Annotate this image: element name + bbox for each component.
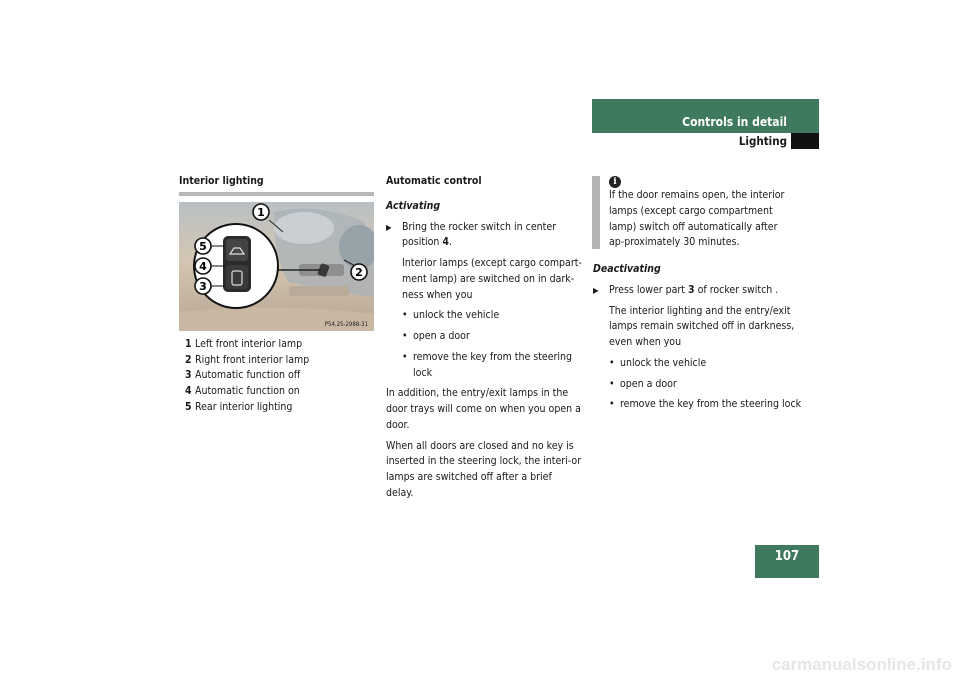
paragraph: When all doors are closed and no key is inserted in the steering lock, the interi-or lamps are switched off after a brief delay. bbox=[386, 439, 582, 499]
heading-rule bbox=[179, 192, 374, 196]
svg-text:4: 4 bbox=[199, 259, 207, 273]
list-item: • unlock the vehicle bbox=[609, 356, 803, 372]
list-item: • open a door bbox=[402, 329, 582, 345]
step-description: The interior lighting and the entry/exit lamps remain switched off in darkness, even when you bbox=[609, 304, 795, 348]
bullet-icon: • bbox=[402, 330, 408, 342]
footer bbox=[0, 650, 960, 678]
interior-lighting-figure bbox=[179, 202, 374, 331]
bullet-icon: • bbox=[609, 356, 615, 369]
list-item: • remove the key from the steering lock bbox=[402, 350, 582, 382]
instruction-step: ▶ Press lower part 3 of rocker switch . bbox=[593, 283, 803, 299]
page-number: 107 bbox=[755, 545, 819, 578]
step-description: Interior lamps (except cargo compart-ment lamp) are switched on in dark-ness when you bbox=[402, 257, 582, 301]
chapter-header bbox=[592, 99, 819, 133]
callout-4 bbox=[195, 258, 211, 274]
bullet-icon: • bbox=[402, 350, 408, 363]
interior-lighting-heading: Interior lighting bbox=[179, 175, 264, 187]
activating-heading: Activating bbox=[386, 199, 441, 212]
svg-text:5: 5 bbox=[199, 239, 207, 253]
legend-item: 3 Automatic function off bbox=[185, 369, 301, 382]
svg-text:2: 2 bbox=[355, 265, 363, 279]
legend-item: 5 Rear interior lighting bbox=[185, 400, 293, 413]
bullet-icon: • bbox=[609, 377, 615, 390]
callout-3 bbox=[195, 278, 211, 294]
deactivating-heading: Deactivating bbox=[593, 263, 661, 275]
automatic-control-heading: Automatic control bbox=[386, 175, 482, 187]
list-item: • open a door bbox=[609, 377, 803, 393]
info-note-bar bbox=[592, 176, 600, 249]
left-column bbox=[179, 174, 374, 416]
bullet-icon: • bbox=[402, 309, 408, 322]
chapter-title: Controls in detail bbox=[682, 115, 787, 129]
list-item: • remove the key from the steering lock bbox=[609, 397, 803, 413]
legend-item: 1 Left front interior lamp bbox=[185, 337, 303, 350]
section-marker bbox=[791, 133, 819, 149]
info-icon: i bbox=[609, 176, 621, 188]
callout-1 bbox=[253, 204, 269, 220]
svg-text:3: 3 bbox=[199, 279, 207, 293]
section-header bbox=[592, 133, 819, 149]
legend-item: 4 Automatic function on bbox=[185, 385, 300, 397]
info-note bbox=[592, 176, 800, 249]
list-item: • unlock the vehicle bbox=[402, 308, 582, 324]
step-arrow-icon: ▶ bbox=[593, 285, 599, 295]
info-note-text: If the door remains open, the interior lamps (except cargo compartment lamp) switch off automatically after ap-proximately 30 minutes. bbox=[609, 189, 785, 249]
step-arrow-icon: ▶ bbox=[386, 222, 392, 232]
watermark-text: carmanualsonline.info bbox=[771, 655, 952, 674]
paragraph: In addition, the entry/exit lamps in the door trays will come on when you open a door. bbox=[386, 387, 581, 431]
bullet-icon: • bbox=[609, 398, 615, 411]
section-title: Lighting bbox=[738, 134, 787, 148]
figure-code: P54.25-2988-31 bbox=[324, 320, 368, 328]
overhead-console-illustration bbox=[179, 202, 374, 331]
callout-2 bbox=[351, 264, 367, 280]
right-column bbox=[593, 262, 803, 413]
figure-legend bbox=[179, 337, 374, 416]
callout-5 bbox=[195, 238, 211, 254]
middle-column bbox=[386, 174, 582, 502]
svg-text:1: 1 bbox=[257, 205, 265, 219]
legend-item: 2 Right front interior lamp bbox=[185, 353, 310, 366]
instruction-step: ▶ Bring the rocker switch in center position 4. bbox=[386, 220, 582, 252]
